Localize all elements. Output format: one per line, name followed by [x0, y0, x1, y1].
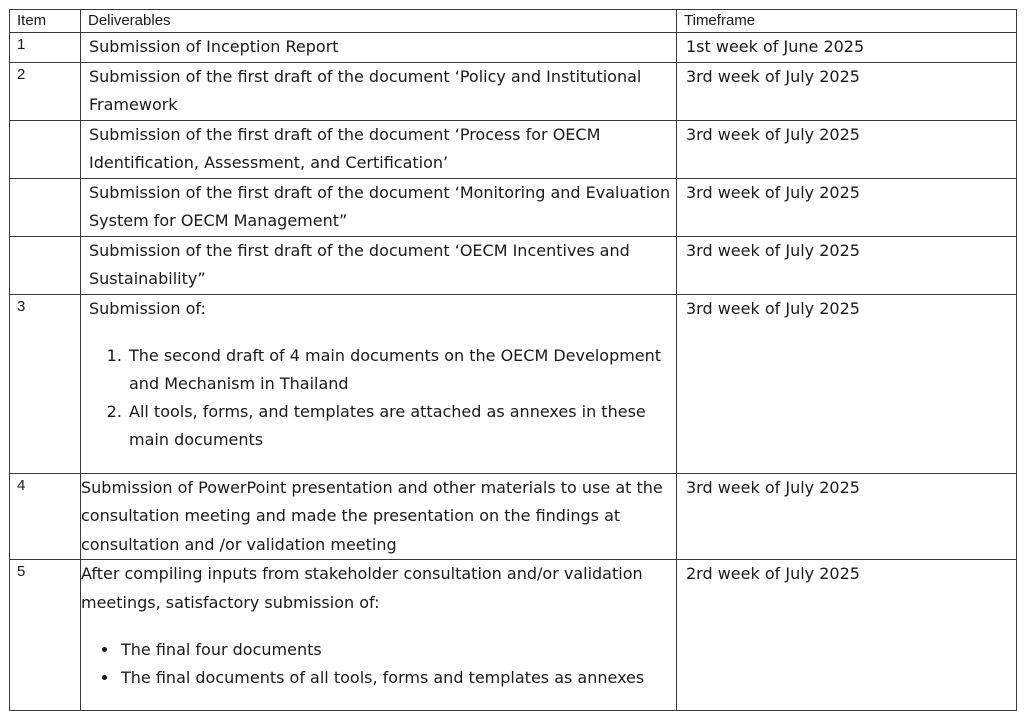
table-row	[10, 33, 1017, 63]
list-item: • The final documents of all tools, forms and templates as annexes	[119, 664, 672, 692]
timeframe-cell: 2rd week of July 2025	[677, 560, 1017, 711]
header-item: Item	[10, 10, 81, 33]
table-header-row	[10, 10, 1017, 33]
table-row	[10, 178, 1017, 236]
deliverable-cell: Submission of the first draft of the document ‘Monitoring and Evaluation System for OECM Management”	[81, 178, 677, 236]
table-row	[10, 473, 1017, 560]
deliverable-intro: After compiling inputs from stakeholder consultation and/or validation meetings, satisfactory submission of:	[81, 564, 643, 612]
numbered-list	[89, 342, 672, 454]
deliverable-cell: Submission of the first draft of the document ‘OECM Incentives and Sustainability”	[81, 236, 677, 294]
deliverable-cell: Submission of Inception Report	[81, 33, 677, 63]
timeframe-cell: 3rd week of July 2025	[677, 178, 1017, 236]
item-number-cell: 5	[10, 560, 81, 711]
item-number-cell: 4	[10, 473, 81, 560]
table-row	[10, 236, 1017, 294]
item-number-cell	[10, 178, 81, 236]
table-row	[10, 294, 1017, 473]
deliverable-cell	[81, 294, 677, 473]
deliverable-cell: Submission of the first draft of the document ‘Policy and Institutional Framework	[81, 62, 677, 120]
bullet-list	[81, 636, 672, 692]
list-item: 2. All tools, forms, and templates are attached as annexes in these main documents	[127, 398, 672, 454]
item-number-cell	[10, 120, 81, 178]
deliverable-intro: Submission of:	[89, 298, 206, 318]
item-number-cell: 3	[10, 294, 81, 473]
timeframe-cell: 3rd week of July 2025	[677, 473, 1017, 560]
timeframe-cell: 3rd week of July 2025	[677, 294, 1017, 473]
table-row	[10, 120, 1017, 178]
table-row	[10, 560, 1017, 711]
header-timeframe: Timeframe	[677, 10, 1017, 33]
timeframe-cell: 3rd week of July 2025	[677, 120, 1017, 178]
timeframe-cell: 3rd week of July 2025	[677, 236, 1017, 294]
timeframe-cell: 3rd week of July 2025	[677, 62, 1017, 120]
list-item: 1. The second draft of 4 main documents on the OECM Development and Mechanism in Thailand	[127, 342, 672, 398]
deliverable-cell: Submission of PowerPoint presentation and other materials to use at the consultation meeting and made the presentation on the findings at consultation and /or validation meeting	[81, 473, 677, 560]
item-number-cell	[10, 236, 81, 294]
timeframe-cell: 1st week of June 2025	[677, 33, 1017, 63]
deliverable-cell	[81, 560, 677, 711]
deliverables-table	[9, 9, 1017, 711]
item-number-cell: 2	[10, 62, 81, 120]
table-row	[10, 62, 1017, 120]
header-deliverables: Deliverables	[81, 10, 677, 33]
list-item: • The final four documents	[119, 636, 672, 664]
item-number-cell: 1	[10, 33, 81, 63]
deliverable-cell: Submission of the first draft of the document ‘Process for OECM Identification, Assessment, and Certification’	[81, 120, 677, 178]
